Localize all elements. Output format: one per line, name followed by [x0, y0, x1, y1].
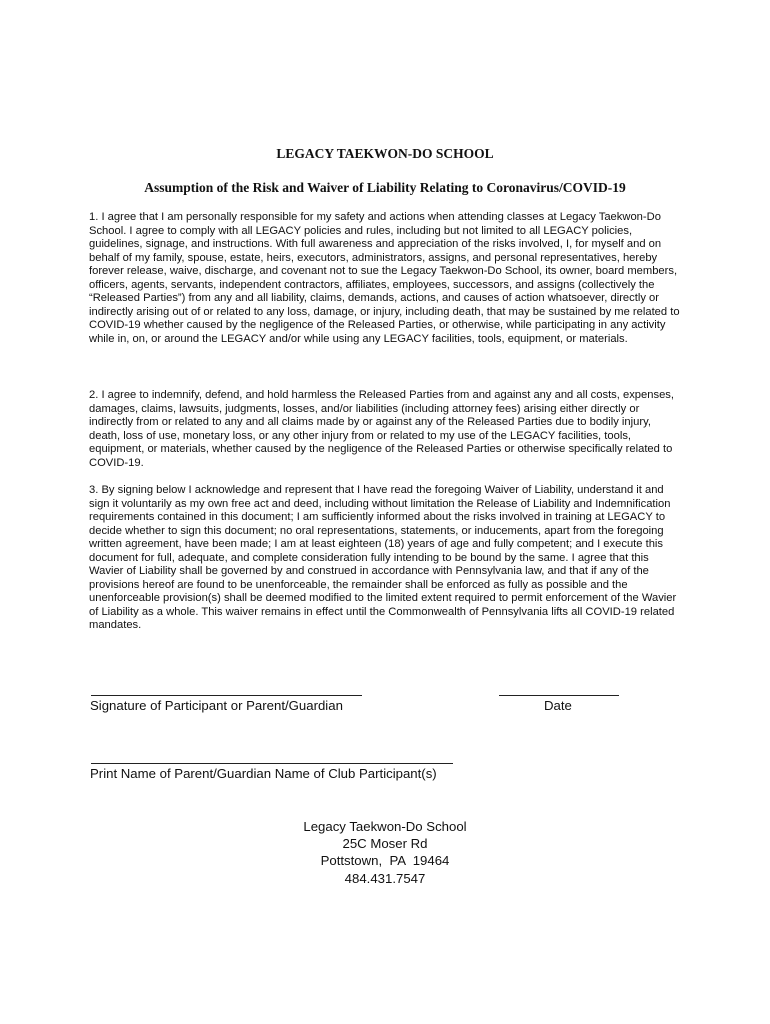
date-line[interactable]: [499, 695, 619, 696]
signature-label: Signature of Participant or Parent/Guardian: [90, 698, 343, 713]
document-title: LEGACY TAEKWON-DO SCHOOL: [276, 146, 494, 161]
address-block: [0, 818, 770, 887]
document-subtitle: Assumption of the Risk and Waiver of Liability Relating to Coronavirus/COVID-19: [144, 180, 626, 195]
print-name-line[interactable]: [91, 763, 453, 764]
school-name: Legacy Taekwon-Do School: [303, 819, 467, 834]
date-label: Date: [544, 698, 572, 713]
phone-number: 484.431.7547: [344, 870, 426, 886]
city-state-zip: Pottstown, PA 19464: [320, 853, 450, 869]
paragraph-3: 3. By signing below I acknowledge and represent that I have read the foregoing Waiver of Liability, understand it and sign it voluntarily as my own free act and deed, including without limitation the Release of Liability and Indemnification requirements contained in this document; I am sufficiently informed about the risks involved in training at LEGACY to decide whether to sign this document; no oral representations, statements, or inducements, apart from the foregoing written agreement, have been made; I am at least eighteen (18) years of age and fully competent; and I execute this document for full, adequate, and complete consideration fully intending to be bound by the same. I agree that this Wavier of Liability shall be governed by and construed in accordance with Pennsylvania law, and that if any of the provisions hereof are found to be unenforceable, the remainder shall be enforced as fully as possible and the unenforceable provision(s) shall be deemed modified to the limited extent required to permit enforcement of the Wavier of Liability as a whole. This waiver remains in effect until the Commonwealth of Pennsylvania lifts all COVID-19 related mandates.: [89, 484, 677, 632]
paragraph-1: 1. I agree that I am personally responsible for my safety and actions when attending classes at Legacy Taekwon-Do School. I agree to comply with all LEGACY policies and rules, including but not limited to all LEGACY policies, guidelines, signage, and instructions. With full awareness and appreciation of the risks involved, I, for myself and on behalf of my family, spouse, estate, heirs, executors, administrators, assigns, and personal representatives, hereby forever release, waive, discharge, and covenant not to sue the Legacy Taekwon-Do School, its owner, board members, officers, agents, servants, independent contractors, affiliates, employees, successors, and assigns (collectively the “Released Parties”) from any and all liability, claims, demands, actions, and causes of action whatsoever, directly or indirectly arising out of or related to any loss, damage, or injury, including death, that may be sustained by me related to COVID-19 whether caused by the negligence of the Released Parties, or otherwise, while participating in any activity while in, on, or around the LEGACY and/or while using any LEGACY facilities, tools, equipment, or materials.: [89, 211, 680, 345]
street-address: 25C Moser Rd: [342, 836, 428, 852]
signature-line[interactable]: [91, 695, 362, 696]
print-name-label: Print Name of Parent/Guardian Name of Club Participant(s): [90, 766, 437, 781]
paragraph-2: 2. I agree to indemnify, defend, and hold harmless the Released Parties from and against any and all costs, expenses, damages, claims, lawsuits, judgments, losses, and/or liabilities (including attorney fees) arising either directly or indirectly from or related to any and all claims made by or against any of the Released Parties due to bodily injury, death, loss of use, monetary loss, or any other injury from or related to my use of the LEGACY facilities, tools, equipment, or materials, whether caused by the negligence of the Released Parties or otherwise specifically related to COVID-19.: [89, 389, 674, 469]
